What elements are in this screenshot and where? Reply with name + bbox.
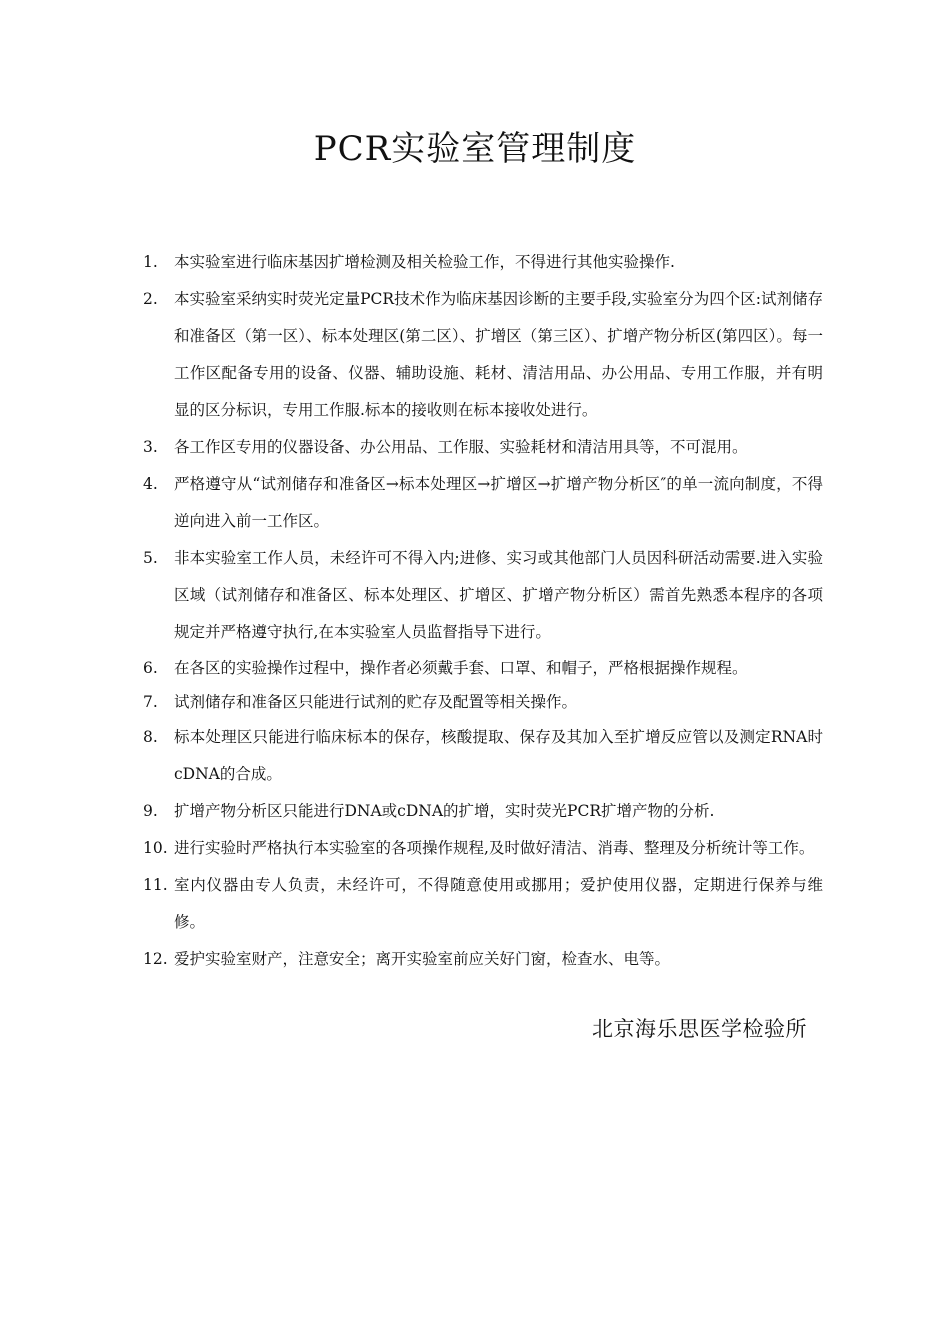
rule-text: 在各区的实验操作过程中，操作者必须戴手套、口罩、和帽子，严格根据操作规程。 bbox=[174, 659, 748, 677]
page-title: PCR实验室管理制度 bbox=[313, 129, 637, 169]
rule-number: 1. bbox=[143, 253, 158, 271]
rule-item-7 bbox=[143, 685, 823, 719]
rules-list bbox=[143, 244, 823, 978]
rule-item-5 bbox=[143, 540, 823, 651]
rule-item-4 bbox=[143, 466, 823, 540]
rule-text: 室内仪器由专人负责，未经许可，不得随意使用或挪用；爱护使用仪器，定期进行保养与维修。 bbox=[174, 876, 823, 931]
rule-text: 各工作区专用的仪器设备、办公用品、工作服、实验耗材和清洁用具等，不可混用。 bbox=[174, 438, 748, 456]
rule-number: 7. bbox=[143, 693, 158, 711]
rule-number: 10. bbox=[143, 839, 168, 857]
rule-item-6 bbox=[143, 651, 823, 685]
rule-text: 非本实验室工作人员，未经许可不得入内;进修、实习或其他部门人员因科研活动需要.进入实验区域（试剂储存和准备区、标本处理区、扩增区、扩增产物分析区）需首先熟悉本程序的各项规定并严格遵守执行,在本实验室人员监督指导下进行。 bbox=[174, 549, 823, 641]
rule-number: 3. bbox=[143, 438, 158, 456]
rule-number: 9. bbox=[143, 802, 158, 820]
rule-number: 5. bbox=[143, 549, 158, 567]
rule-text: 进行实验时严格执行本实验室的各项操作规程,及时做好清洁、消毒、整理及分析统计等工作。 bbox=[174, 839, 815, 857]
rule-item-11 bbox=[143, 867, 823, 941]
rule-text: 严格遵守从“试剂储存和准备区→标本处理区→扩增区→扩增产物分析区″的单一流向制度，不得逆向进入前一工作区。 bbox=[174, 475, 823, 530]
rule-number: 11. bbox=[143, 876, 168, 894]
rule-item-3 bbox=[143, 429, 823, 466]
rule-text: 本实验室进行临床基因扩增检测及相关检验工作，不得进行其他实验操作. bbox=[174, 253, 675, 271]
rule-number: 12. bbox=[143, 950, 168, 968]
rule-item-9 bbox=[143, 793, 823, 830]
rule-text: 标本处理区只能进行临床标本的保存，核酸提取、保存及其加入至扩增反应管以及测定RNA时cDNA的合成。 bbox=[174, 728, 823, 783]
rule-text: 爱护实验室财产，注意安全；离开实验室前应关好门窗，检查水、电等。 bbox=[174, 950, 671, 968]
rule-item-2 bbox=[143, 281, 823, 429]
rule-text: 扩增产物分析区只能进行DNA或cDNA的扩增，实时荧光PCR扩增产物的分析. bbox=[174, 802, 715, 820]
rule-item-1 bbox=[143, 244, 823, 281]
rule-number: 8. bbox=[143, 728, 158, 746]
rule-item-8 bbox=[143, 719, 823, 793]
rule-number: 2. bbox=[143, 290, 158, 308]
rule-item-12 bbox=[143, 941, 823, 978]
rule-text: 本实验室采纳实时荧光定量PCR技术作为临床基因诊断的主要手段,实验室分为四个区:试剂储存和准备区（第一区）、标本处理区(第二区）、扩增区（第三区）、扩增产物分析区(第四区）。每一工作区配备专用的设备、仪器、辅助设施、耗材、清洁用品、办公用品、专用工作服，并有明显的区分标识，专用工作服.标本的接收则在标本接收处进行。 bbox=[174, 290, 823, 419]
rule-number: 4. bbox=[143, 475, 158, 493]
institution-signature: 北京海乐思医学检验所 bbox=[592, 1017, 807, 1041]
rule-text: 试剂储存和准备区只能进行试剂的贮存及配置等相关操作。 bbox=[174, 693, 578, 711]
rule-item-10 bbox=[143, 830, 823, 867]
rule-number: 6. bbox=[143, 659, 158, 677]
